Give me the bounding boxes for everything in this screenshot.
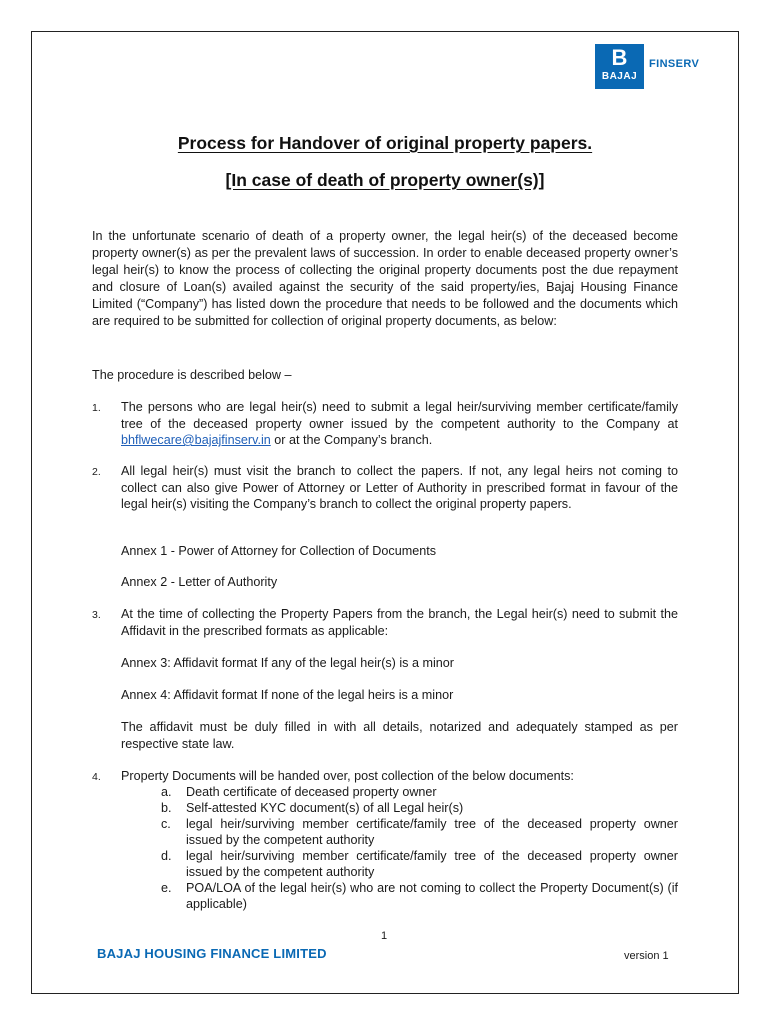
list-item-2	[92, 463, 678, 513]
version-label: version 1	[624, 950, 669, 962]
item-text: All legal heir(s) must visit the branch to collect the papers. If not, any legal heirs not coming to collect can also give Power of Attorney or Letter of Authority in prescribed format in favour of the legal heir(s) visiting the Company’s branch to collect the original property papers.	[121, 464, 678, 511]
annex-3: Annex 3: Affidavit format If any of the legal heir(s) is a minor	[121, 656, 454, 670]
annex-1: Annex 1 - Power of Attorney for Collection of Documents	[121, 544, 436, 558]
document-title: Process for Handover of original property papers.	[177, 133, 593, 153]
logo-mark: B BAJAJ	[595, 44, 644, 89]
procedure-heading: The procedure is described below –	[92, 368, 292, 382]
item-number: 4.	[92, 771, 101, 783]
sub-item-d: d. legal heir/surviving member certificate/family tree of the deceased property owner issued by the competent authority	[161, 849, 678, 880]
logo-finserv-text: FINSERV	[649, 58, 700, 70]
list-item-1	[92, 399, 678, 449]
document-subtitle: [In case of death of property owner(s)]	[225, 170, 545, 190]
item-text: Property Documents will be handed over, post collection of the below documents:	[121, 769, 574, 783]
list-item-4	[92, 768, 678, 785]
email-link[interactable]: bhflwecare@bajajfinserv.in	[121, 433, 271, 447]
item-number: 1.	[92, 402, 101, 414]
sub-item-a: a. Death certificate of deceased property owner	[161, 785, 437, 799]
page-number: 1	[381, 930, 388, 942]
list-item-3	[92, 606, 678, 639]
affidavit-note: The affidavit must be duly filled in with all details, notarized and adequately stamped as per respective state law.	[121, 720, 678, 751]
item-number: 3.	[92, 609, 101, 621]
sub-item-c: c. legal heir/surviving member certificate/family tree of the deceased property owner issued by the competent authority	[161, 817, 678, 848]
intro-paragraph: In the unfortunate scenario of death of a property owner, the legal heir(s) of the deceased become property owner(s) as per the prevalent laws of succession. In order to enable deceased property owner’s legal heir(s) to know the process of collecting the original property documents post the due repayment and closure of Loan(s) availed against the security of the said property/ies, Bajaj Housing Finance Limited (“Company”) has listed down the procedure that needs to be followed and the documents which are required to be submitted for collection of original property documents, as below:	[92, 229, 678, 328]
item-number: 2.	[92, 466, 101, 478]
item-text: The persons who are legal heir(s) need to submit a legal heir/surviving member certificate/family tree of the deceased property owner issued by the competent authority to the Company at bhflwecare@bajajfinserv.in or at the Company’s branch.	[121, 400, 678, 447]
sub-item-e: e. POA/LOA of the legal heir(s) who are not coming to collect the Property Document(s) (if applicable)	[161, 881, 678, 912]
annex-2: Annex 2 - Letter of Authority	[121, 575, 278, 589]
sub-item-b: b. Self-attested KYC document(s) of all Legal heir(s)	[161, 801, 464, 815]
item-text: At the time of collecting the Property Papers from the branch, the Legal heir(s) need to submit the Affidavit in the prescribed formats as applicable:	[121, 607, 678, 638]
footer-company-name: BAJAJ HOUSING FINANCE LIMITED	[97, 946, 327, 961]
bajaj-finserv-logo	[595, 44, 715, 90]
annex-4: Annex 4: Affidavit format If none of the legal heirs is a minor	[121, 688, 454, 702]
